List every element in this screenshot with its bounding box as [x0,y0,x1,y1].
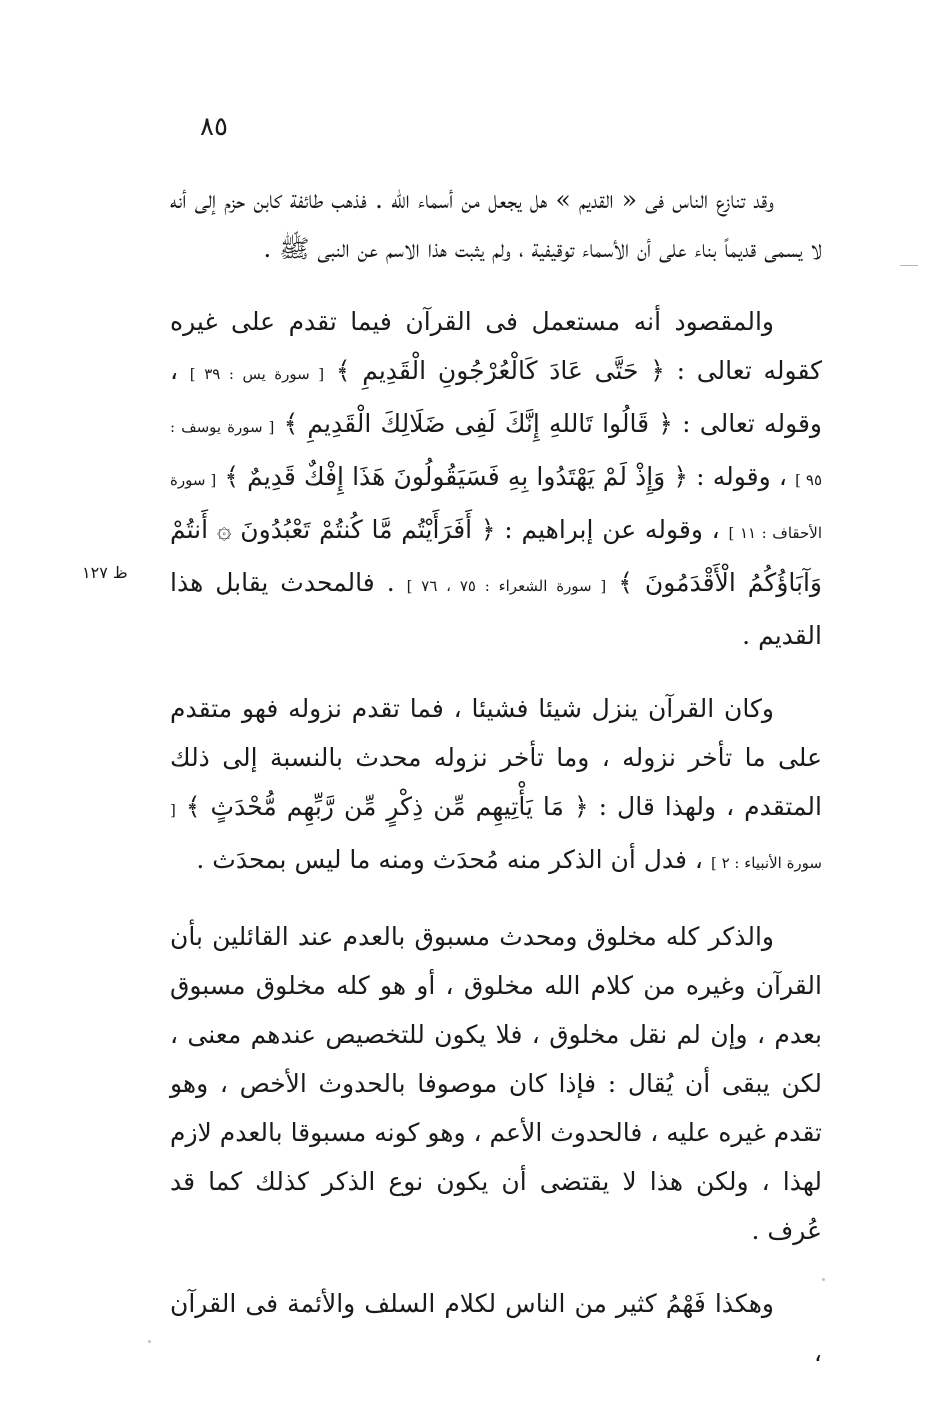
text-segment: ، وقوله عن إبراهيم : ﴿ أَفَرَأَيْتُم مَّا كُنتُمْ تَعْبُدُونَ ۞ أَنتُمْ وَآبَاؤُكُمُ الْأَقْدَمُونَ ﴾ [170,515,822,597]
margin-note: ظ ١٢٧ [82,563,128,582]
page-number: ٨٥ [200,112,228,142]
text-segment: . فالمحدث يقابل هذا القديم . [170,568,822,650]
text-segment: ، وقوله تعالى : ﴿ قَالُوا تَاللهِ إِنَّكَ لَفِى ضَلَالِكَ الْقَدِيمِ ﴾ [170,356,823,438]
paragraph-5 [170,1279,822,1377]
text-segment: ، وقوله : ﴿ وَإِذْ لَمْ يَهْتَدُوا بِهِ فَسَيَقُولُونَ هَذَا إِفْكٌ قَدِيمٌ ﴾ [216,462,796,491]
paragraph-1 [170,175,822,273]
paragraph-3 [170,684,822,888]
quran-reference: [ سورة يس : ٣٩ ] [189,365,325,383]
paragraph-2 [170,297,822,660]
text-segment: وهكذا فَهْمُ كثير من الناس لكلام السلف والأئمة فى القرآن ، [170,1289,822,1367]
scan-speck [148,1340,151,1343]
text-segment: والمقصود أنه مستعمل فى القرآن فيما تقدم على غيره كقوله تعالى : ﴿ حَتَّى عَادَ كَالْعُرْجُونِ الْقَدِيمِ ﴾ [170,307,823,385]
quran-reference: [ سورة الأحقاف : ١١ ] [170,471,823,542]
scan-speck [822,1278,825,1281]
text-segment: والذكر كله مخلوق ومحدث مسبوق بالعدم عند القائلين بأن القرآن وغيره من كلام الله مخلوق ، أو هو كله مخلوق مسبوق بعدم ، وإن لم نقل مخلوق ، فلا يكون للتخصيص عندهم معنى ، لكن يبقى أن يُقال : فإذا كان موصوفا بالحدوث الأخص ، وهو تقدم غيره عليه ، فالحدوث الأعم ، وهو كونه مسبوقا بالعدم لازم لهذا ، ولكن هذا لا يقتضى أن يكون نوع الذكر كذلك كما قد عُرف . [170,922,823,1245]
paragraph-4 [170,912,822,1255]
scan-mark [900,265,918,266]
quran-reference: [ سورة يوسف : ٩٥ ] [170,418,823,489]
body-text [170,175,822,1401]
text-segment: وكان القرآن ينزل شيئا فشيئا ، فما تقدم نزوله فهو متقدم على ما تأخر نزوله ، وما تأخر نزوله محدث بالنسبة إلى ذلك المتقدم ، ولهذا قال : ﴿ مَا يَأْتِيهِم مِّن ذِكْرٍ مِّن رَّبِّهِم مُّحْدَثٍ ﴾ [170,694,822,821]
quran-reference: [ سورة الأنبياء : ٢ ] [170,801,822,872]
text-segment: وقد تنازع الناس فى « القديم » هل يجعل من أسماء الله . فذهب طائفة كابن حزم إلى أنه لا يسمى قديماً بناء على أن الأسماء توقيفية ، ولم يثبت هذا الاسم عن النبى ﷺ . [170,185,822,263]
quran-reference: [ سورة الشعراء : ٧٥ ، ٧٦ ] [406,577,607,595]
text-segment: ، فدل أن الذكر منه مُحدَث ومنه ما ليس بمحدَث . [196,845,711,874]
